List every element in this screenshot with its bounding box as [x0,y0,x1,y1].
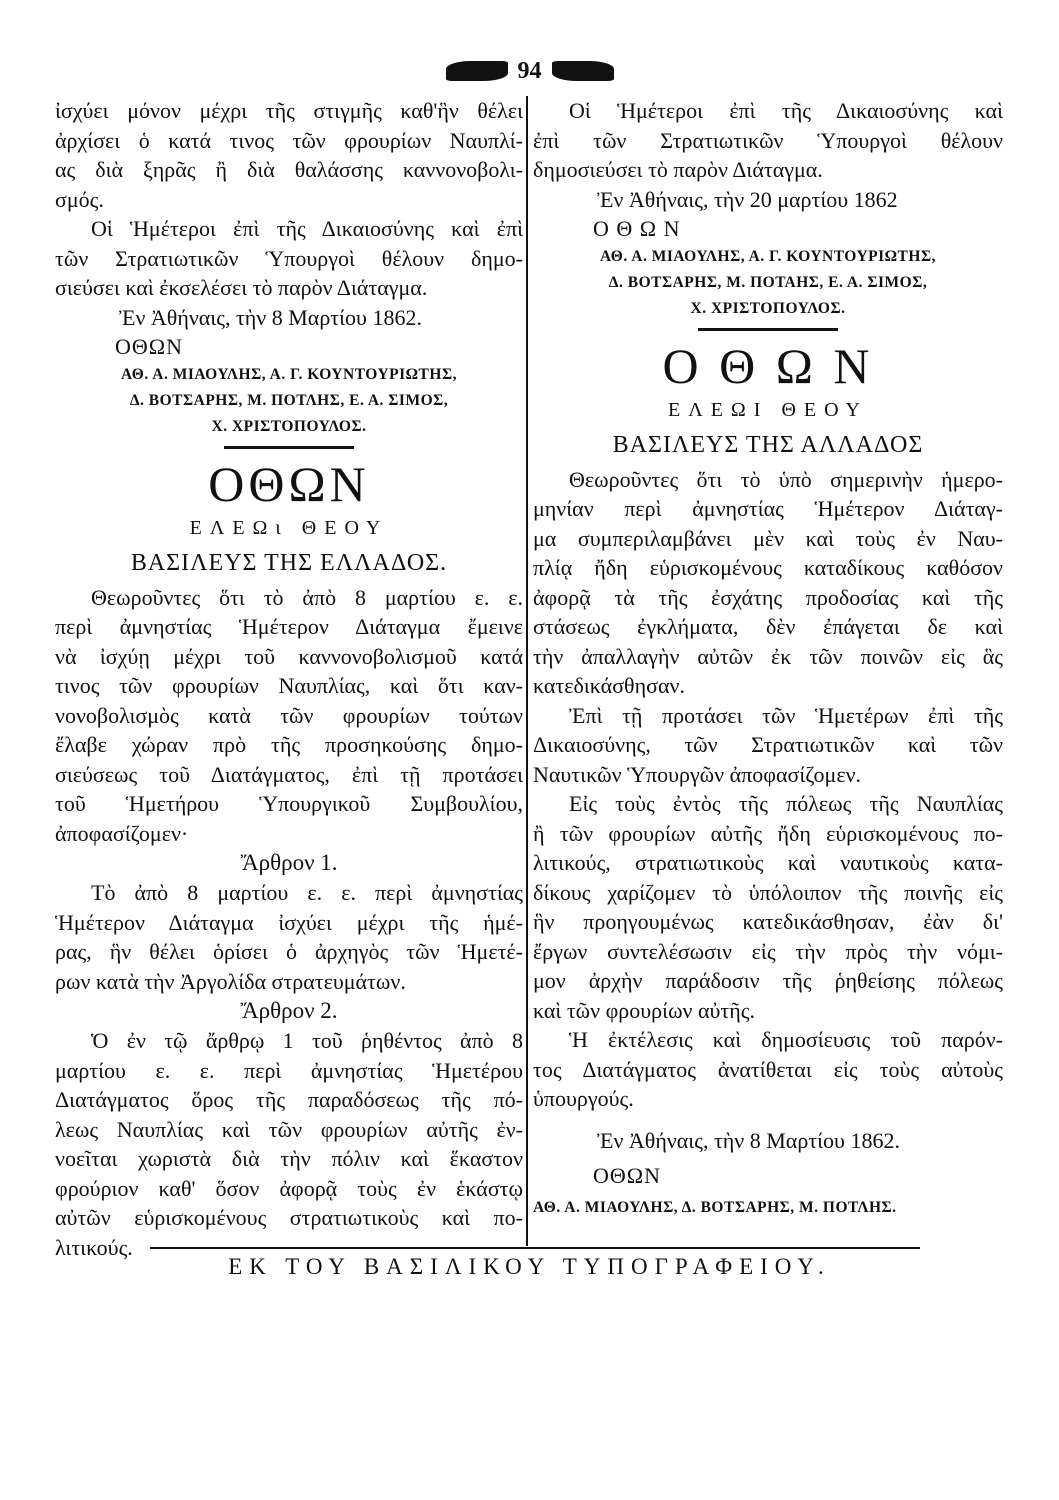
text-line: ὑπουργούς. [533,1086,634,1111]
text-line: τὴν ἀπαλλαγὴν αὐτῶν ἐκ τῶν ποινῶν εἰς ἃς [533,643,1003,669]
separator-rule [224,446,354,449]
king-title: ΒΑΣΙΛΕΥΣ ΤΗΣ ΑΛΛΑΔΟΣ [612,431,924,458]
ministers-line: ΑΘ. Α. ΜΙΑΟΥΛΗΣ, Α. Γ. ΚΟΥΝΤΟΥΡΙΩΤΗΣ, [600,247,936,265]
text-line: σιεύσει καὶ ἐκσελέσει τὸ παρὸν Διάταγμα. [55,275,428,300]
text-line: λιτικούς. [55,1234,133,1260]
decree-date: Ἐν Ἀθήναις, τὴν 20 μαρτίου 1862 [597,186,898,212]
text-line: λιτικούς, στρατιωτικοὺς καὶ ναυτικοὺς κατα- [533,850,1003,875]
text-line: νὰ ἰσχύῃ μέχρι τοῦ καννονοβολισμοῦ κατά [55,643,523,669]
text-line: ἐπὶ τῶν Στρατιωτικῶν Ὑπουργοὶ θέλουν [533,127,1003,153]
text-line: ἀφορᾷ τὰ τῆς ἐσχάτης προδοσίας καὶ τῆς [533,584,1003,610]
text-line: Ἡμέτερον Διάταγμα ἰσχύει μέχρι τῆς ἡμέ- [55,909,523,935]
article-2-heading: Ἄρθρον 2. [240,998,338,1023]
text-line: ρας, ἣν θέλει ὁρίσει ὁ ἀρχηγὸς τῶν Ἡμετέ- [55,939,523,964]
text-line: στάσεως ἐγκλήματα, δὲν ἐπάγεται δε καὶ [533,614,1003,639]
decree-date: Ἐν Ἀθήναις, τὴν 8 Μαρτίου 1862. [597,1127,900,1153]
text-line: μαρτίου ε. ε. περὶ ἀμνηστίας Ἡμετέρου [55,1057,523,1083]
text-line: ἢ τῶν φρουρίων αὐτῆς ἤδη εὑρισκομένους πο- [533,820,1003,846]
text-line: ἣν προηγουμένως κατεδικάσθησαν, ἐὰν δι' [533,909,1003,934]
text-line: δημοσιεύσει τὸ παρὸν Διάταγμα. [533,157,823,182]
page-header [0,56,1059,86]
text-line: σμός. [55,186,104,212]
text-line: νοεῖται χωριστὰ διὰ τὴν πόλιν καὶ ἕκαστον [55,1146,523,1171]
page-number: 94 [517,57,542,84]
ministers-signatures [533,244,1003,322]
text-line: φρούριον καθ' ὅσον ἀφορᾷ τοὺς ἐν ἑκάστῳ [55,1175,523,1201]
ornament-left-icon [446,61,508,81]
text-line: ἀποφασίζομεν· [55,820,189,846]
text-line: ας διὰ ξηρᾶς ἢ διὰ θαλάσσης καννονοβολι- [55,157,523,182]
ministers-signatures: ΑΘ. Α. ΜΙΑΟΥΛΗΣ, Δ. ΒΟΤΣΑΡΗΣ, Μ. ΠΟΤΛΗΣ. [533,1198,897,1216]
ministers-line: Δ. ΒΟΤΣΑΡΗΣ, Μ. ΠΟΤΑΗΣ, Ε. Α. ΣΙΜΟΣ, [608,273,928,291]
text-line: Ἡ ἐκτέλεσις καὶ δημοσίευσις τοῦ παρόν- [569,1027,1003,1052]
text-line: νονοβολισμὸς κατὰ τῶν φρουρίων τούτων [55,702,523,728]
text-line: τινος τῶν φρουρίων Ναυπλίας, καὶ ὅτι καν- [55,673,523,698]
text-line: Εἰς τοὺς ἐντὸς τῆς πόλεως τῆς Ναυπλίας [569,791,1003,816]
decree-date: Ἐν Ἀθήναις, τὴν 8 Μαρτίου 1862. [119,304,422,330]
ministers-line: ΑΘ. Α. ΜΙΑΟΥΛΗΣ, Α. Γ. ΚΟΥΝΤΟΥΡΙΩΤΗΣ, [121,365,457,383]
king-name-heading: Ο Θ Ω Ν [662,337,874,394]
text-line: κατεδικάσθησαν. [533,673,685,698]
text-line: Οἱ Ἡμέτεροι ἐπὶ τῆς Δικαιοσύνης καὶ [569,98,1003,123]
text-line: τος Διατάγματος ἀνατίθεται εἰς τοὺς αὐτοὺς [533,1056,1003,1082]
footer-rule [150,1247,920,1249]
text-line: Οἱ Ἡμέτεροι ἐπὶ τῆς Δικαιοσύνης καὶ ἐπὶ [91,216,523,241]
ornament-right-icon [552,61,614,81]
article-1-heading: Ἄρθρον 1. [240,850,338,875]
text-line: Δικαιοσύνης, τῶν Στρατιωτικῶν καὶ τῶν [533,732,1003,757]
right-column [533,96,1003,1221]
text-line: Θεωροῦντες ὅτι τὸ ὑπὸ σημερινὴν ἡμερο- [569,466,1003,492]
text-line: περὶ ἀμνηστίας Ἡμέτερον Διάταγμα ἔμεινε [55,614,523,639]
ministers-line: Δ. ΒΟΤΣΑΡΗΣ, Μ. ΠΟΤΛΗΣ, Ε. Α. ΣΙΜΟΣ, [129,391,449,409]
text-line: αὐτῶν εὑρισκομένους στρατιωτικοὺς καὶ πο- [55,1205,523,1230]
text-line: Ὁ ἐν τῷ ἄρθρῳ 1 τοῦ ῥηθέντος ἀπὸ 8 [91,1028,523,1053]
text-line: σιεύσεως τοῦ Διατάγματος, ἐπὶ τῇ προτάσει [55,761,523,787]
text-line: Τὸ ἀπὸ 8 μαρτίου ε. ε. περὶ ἀμνηστίας [91,880,523,905]
king-title: ΒΑΣΙΛΕΥΣ ΤΗΣ ΕΛΛΑΔΟΣ. [130,549,448,576]
text-line: Διατάγματος ὅρος τῆς παραδόσεως τῆς πό- [55,1087,523,1112]
king-name-heading: ΟΘΩΝ [208,455,370,512]
text-line: τῶν Στρατιωτικῶν Ὑπουργοὶ θέλουν δημο- [55,245,523,271]
by-grace-of-god: ΕΛΕΩι ΘΕΟΥ [189,516,389,539]
text-line: μηνίαν περὶ ἀμνηστίας Ἡμέτερον Διάταγ- [533,496,1003,521]
text-line: πλίᾳ ἤδη εὑρισκομένους καταδίκους καθόσον [533,555,1003,580]
text-line: ἔλαβε χώραν πρὸ τῆς προσηκούσης δημο- [55,732,523,757]
text-line: τοῦ Ἡμετήρου Ὑπουργικοῦ Συμβουλίου, [55,791,523,816]
ministers-signatures [55,362,523,440]
king-signature: Ο Θ Ω Ν [593,216,681,241]
text-line: ἀρχίσει ὁ κατά τινος τῶν φρουρίων Ναυπλί- [55,127,523,153]
text-line: καὶ τῶν φρουρίων αὐτῆς. [533,997,755,1023]
text-line: Ναυτικῶν Ὑπουργῶν ἀποφασίζομεν. [533,761,862,787]
left-column [55,96,523,1262]
by-grace-of-god: ΕΛΕΩΙ ΘΕΟΥ [667,398,868,421]
text-line: Ἐπὶ τῇ προτάσει τῶν Ἡμετέρων ἐπὶ τῆς [569,702,1003,728]
column-divider [526,96,528,1246]
king-signature: ΟΘΩΝ [593,1163,662,1188]
ministers-line: Χ. ΧΡΙΣΤΟΠΟΥΛΟΣ. [690,299,846,317]
text-line: ἰσχύει μόνον μέχρι τῆς στιγμῆς καθ'ἣν θέλει [55,98,523,123]
printer-imprint: ΕΚ ΤΟΥ ΒΑΣΙΛΙΚΟΥ ΤΥΠΟΓΡΑΦΕΙΟΥ. [228,1254,831,1279]
text-line: λεως Ναυπλίας καὶ τῶν φρουρίων αὐτῆς ἐν- [55,1116,523,1142]
text-line: ἔργων συντελέσωσιν εἰς τὴν πρὸς τὴν νόμι- [533,938,1003,964]
text-line: Θεωροῦντες ὅτι τὸ ἀπὸ 8 μαρτίου ε. ε. [91,584,523,610]
king-signature: ΟΘΩΝ [115,334,184,359]
text-line: μον ἀρχὴν παράδοσιν τῆς ῥηθείσης πόλεως [533,968,1003,993]
text-line: δίκους χαρίζομεν τὸ ὑπόλοιπον τῆς ποινῆς εἰς [533,879,1003,905]
separator-rule [698,328,838,331]
text-line: ρων κατὰ τὴν Ἀργολίδα στρατευμάτων. [55,968,406,994]
ministers-line: Χ. ΧΡΙΣΤΟΠΟΥΛΟΣ. [211,417,367,435]
text-line: μα συμπεριλαμβάνει μὲν καὶ τοὺς ἐν Ναυ- [533,525,1003,551]
